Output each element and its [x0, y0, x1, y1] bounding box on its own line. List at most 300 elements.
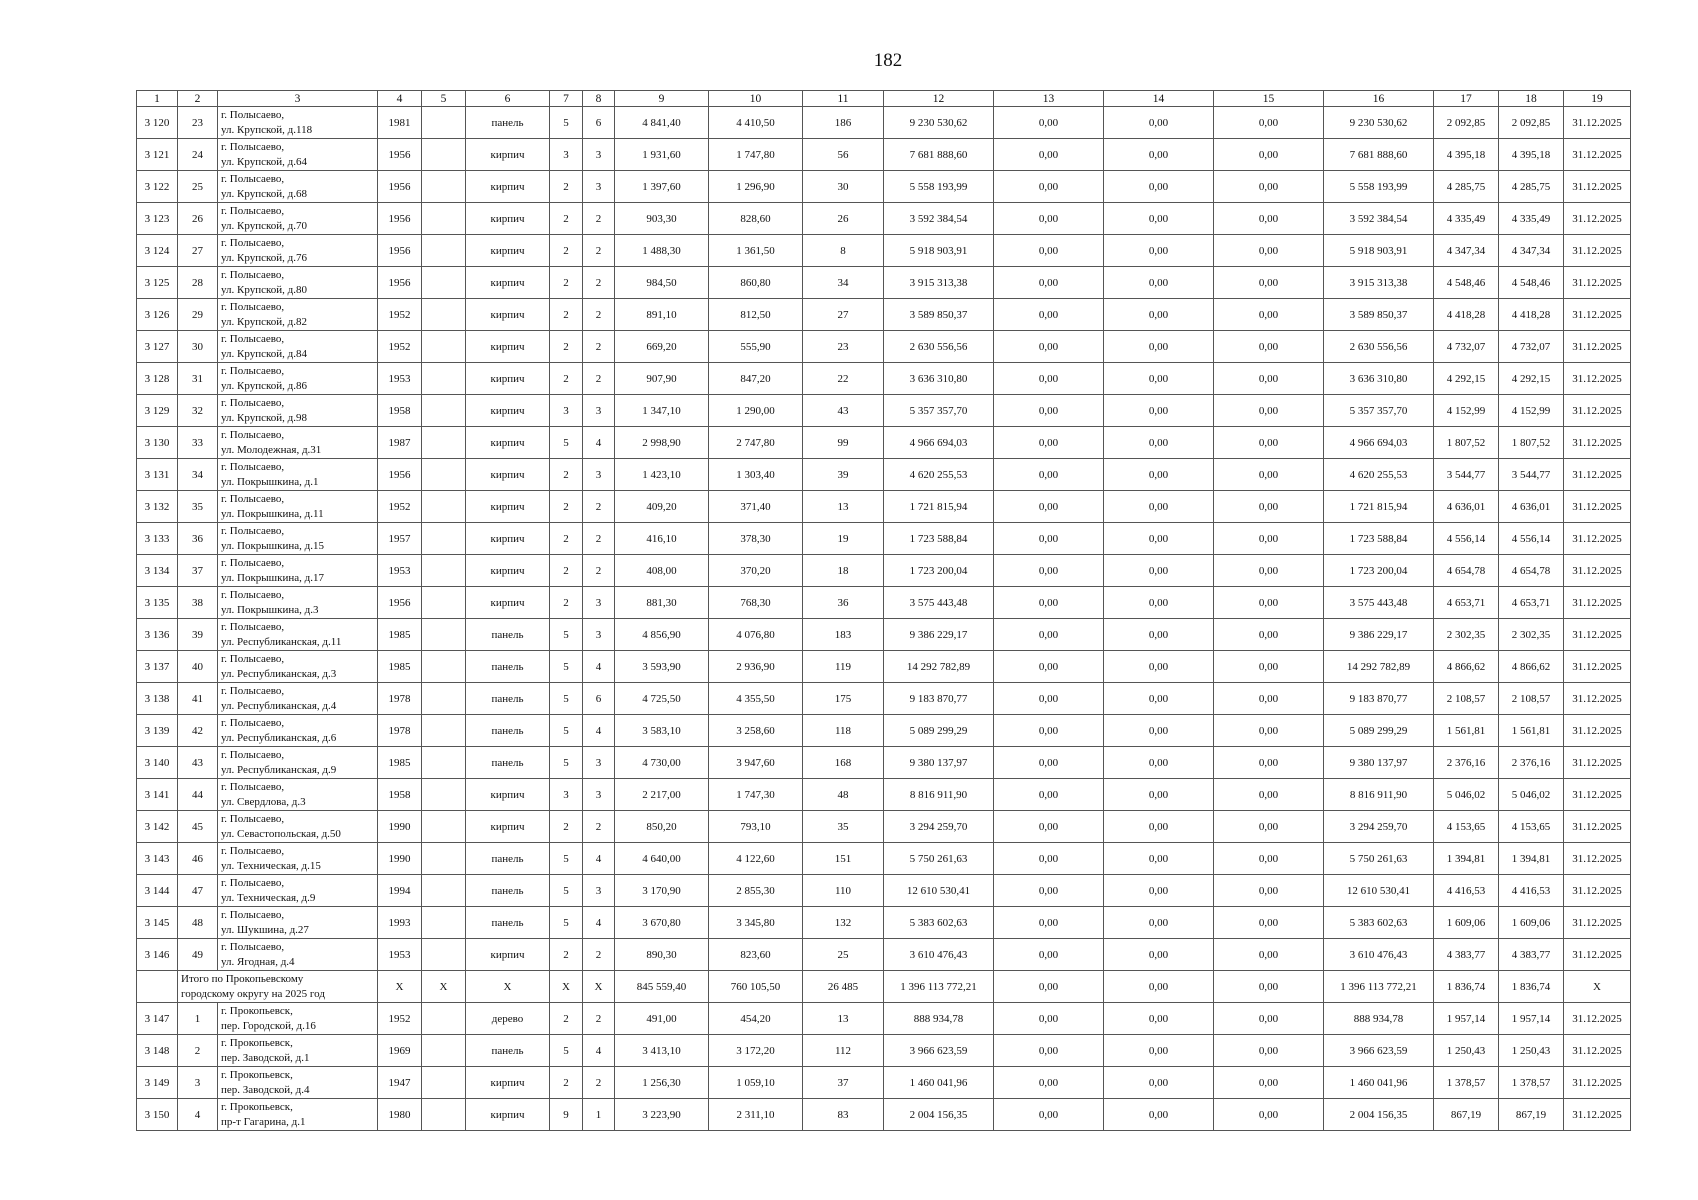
cell-col-4: 1985 [378, 651, 422, 683]
cell-col-13: 0,00 [994, 523, 1104, 555]
cell-item-number: 40 [178, 651, 218, 683]
cell-col-9: 1 397,60 [615, 171, 709, 203]
cell-col-17: 4 152,99 [1434, 395, 1499, 427]
cell-col-8: 6 [583, 683, 615, 715]
cell-row-number: 3 139 [137, 715, 178, 747]
cell-col-6: кирпич [466, 1099, 550, 1131]
cell-row-number: 3 147 [137, 1003, 178, 1035]
cell-item-number: 45 [178, 811, 218, 843]
cell-col-5 [422, 907, 466, 939]
cell-col-15: 0,00 [1214, 555, 1324, 587]
cell-col-11: 22 [803, 363, 884, 395]
cell-item-number: 1 [178, 1003, 218, 1035]
cell-col-12: 12 610 530,41 [884, 875, 994, 907]
cell-col-15: 0,00 [1214, 619, 1324, 651]
column-header-11: 11 [803, 91, 884, 107]
cell-col-7: 2 [550, 811, 583, 843]
cell-col-8: 3 [583, 139, 615, 171]
cell-col-6: кирпич [466, 395, 550, 427]
cell-col-16: 2 630 556,56 [1324, 331, 1434, 363]
cell-col-14: 0,00 [1104, 427, 1214, 459]
cell-col-9: 3 593,90 [615, 651, 709, 683]
cell-col-9: 2 998,90 [615, 427, 709, 459]
cell-col-19: 31.12.2025 [1564, 107, 1631, 139]
cell-col-17: 4 395,18 [1434, 139, 1499, 171]
address-city: г. Полысаево, [221, 620, 285, 633]
cell-col-5 [422, 843, 466, 875]
cell-col-16: 8 816 911,90 [1324, 779, 1434, 811]
cell-col-17: 4 383,77 [1434, 939, 1499, 971]
cell-col-6: панель [466, 747, 550, 779]
cell-col-16: 14 292 782,89 [1324, 651, 1434, 683]
cell-address [218, 555, 378, 587]
cell-col-9: 1 256,30 [615, 1067, 709, 1099]
total-col-19: X [1564, 971, 1631, 1003]
total-col-10: 760 105,50 [709, 971, 803, 1003]
cell-col-12: 5 918 903,91 [884, 235, 994, 267]
cell-address [218, 1003, 378, 1035]
cell-col-12: 2 630 556,56 [884, 331, 994, 363]
cell-address [218, 907, 378, 939]
cell-col-8: 2 [583, 235, 615, 267]
cell-row-number: 3 131 [137, 459, 178, 491]
table-row [137, 1003, 1631, 1035]
cell-col-18: 1 378,57 [1499, 1067, 1564, 1099]
cell-col-10: 2 311,10 [709, 1099, 803, 1131]
cell-col-19: 31.12.2025 [1564, 299, 1631, 331]
address-city: г. Полысаево, [221, 876, 285, 889]
cell-col-12: 5 558 193,99 [884, 171, 994, 203]
cell-col-12: 1 721 815,94 [884, 491, 994, 523]
cell-col-12: 9 230 530,62 [884, 107, 994, 139]
table-row [137, 907, 1631, 939]
cell-col-8: 4 [583, 715, 615, 747]
cell-col-19: 31.12.2025 [1564, 747, 1631, 779]
cell-col-6: кирпич [466, 267, 550, 299]
address-city: г. Полысаево, [221, 460, 285, 473]
cell-col-9: 1 488,30 [615, 235, 709, 267]
cell-col-17: 4 732,07 [1434, 331, 1499, 363]
cell-col-19: 31.12.2025 [1564, 651, 1631, 683]
cell-col-17: 2 302,35 [1434, 619, 1499, 651]
table-row [137, 267, 1631, 299]
cell-col-19: 31.12.2025 [1564, 491, 1631, 523]
cell-item-number: 33 [178, 427, 218, 459]
cell-address [218, 875, 378, 907]
cell-col-11: 118 [803, 715, 884, 747]
cell-col-9: 891,10 [615, 299, 709, 331]
cell-col-14: 0,00 [1104, 1067, 1214, 1099]
cell-address [218, 331, 378, 363]
cell-item-number: 46 [178, 843, 218, 875]
table-row [137, 139, 1631, 171]
column-header-14: 14 [1104, 91, 1214, 107]
cell-row-number: 3 126 [137, 299, 178, 331]
cell-col-4: 1953 [378, 939, 422, 971]
cell-col-5 [422, 395, 466, 427]
cell-col-10: 1 296,90 [709, 171, 803, 203]
cell-item-number: 27 [178, 235, 218, 267]
cell-col-4: 1969 [378, 1035, 422, 1067]
cell-col-8: 3 [583, 587, 615, 619]
column-header-1: 1 [137, 91, 178, 107]
cell-col-4: 1985 [378, 619, 422, 651]
address-city: г. Прокопьевск, [221, 1068, 293, 1081]
cell-col-16: 1 721 815,94 [1324, 491, 1434, 523]
cell-col-6: панель [466, 683, 550, 715]
cell-col-8: 2 [583, 811, 615, 843]
cell-address [218, 299, 378, 331]
cell-address [218, 1099, 378, 1131]
cell-row-number: 3 120 [137, 107, 178, 139]
cell-col-14: 0,00 [1104, 235, 1214, 267]
address-street: ул. Шукшина, д.27 [221, 923, 309, 936]
cell-col-14: 0,00 [1104, 523, 1214, 555]
cell-col-9: 1 931,60 [615, 139, 709, 171]
cell-col-8: 1 [583, 1099, 615, 1131]
cell-col-19: 31.12.2025 [1564, 715, 1631, 747]
cell-col-15: 0,00 [1214, 139, 1324, 171]
cell-col-6: кирпич [466, 1067, 550, 1099]
cell-row-number: 3 128 [137, 363, 178, 395]
cell-col-9: 1 347,10 [615, 395, 709, 427]
cell-col-4: 1978 [378, 715, 422, 747]
cell-col-17: 4 418,28 [1434, 299, 1499, 331]
cell-col-6: панель [466, 619, 550, 651]
total-label-line1: Итого по Прокопьевскому [181, 972, 304, 985]
cell-col-13: 0,00 [994, 811, 1104, 843]
cell-col-5 [422, 715, 466, 747]
cell-col-11: 43 [803, 395, 884, 427]
cell-col-4: 1952 [378, 1003, 422, 1035]
cell-col-7: 5 [550, 427, 583, 459]
cell-col-19: 31.12.2025 [1564, 907, 1631, 939]
cell-col-14: 0,00 [1104, 779, 1214, 811]
cell-col-13: 0,00 [994, 747, 1104, 779]
cell-col-13: 0,00 [994, 1099, 1104, 1131]
cell-col-17: 1 957,14 [1434, 1003, 1499, 1035]
cell-col-18: 5 046,02 [1499, 779, 1564, 811]
cell-col-17: 4 654,78 [1434, 555, 1499, 587]
cell-col-13: 0,00 [994, 139, 1104, 171]
cell-col-7: 2 [550, 939, 583, 971]
cell-col-13: 0,00 [994, 395, 1104, 427]
cell-address [218, 683, 378, 715]
table-row [137, 779, 1631, 811]
cell-col-7: 5 [550, 619, 583, 651]
cell-col-9: 491,00 [615, 1003, 709, 1035]
total-col-7: X [550, 971, 583, 1003]
table-row [137, 203, 1631, 235]
cell-col-16: 4 620 255,53 [1324, 459, 1434, 491]
cell-col-6: кирпич [466, 555, 550, 587]
cell-address [218, 491, 378, 523]
cell-col-9: 890,30 [615, 939, 709, 971]
cell-col-11: 34 [803, 267, 884, 299]
cell-col-7: 5 [550, 843, 583, 875]
cell-col-16: 7 681 888,60 [1324, 139, 1434, 171]
cell-col-5 [422, 1099, 466, 1131]
cell-col-11: 23 [803, 331, 884, 363]
cell-col-4: 1956 [378, 267, 422, 299]
cell-col-16: 1 460 041,96 [1324, 1067, 1434, 1099]
cell-col-19: 31.12.2025 [1564, 427, 1631, 459]
cell-col-19: 31.12.2025 [1564, 1035, 1631, 1067]
cell-col-18: 1 250,43 [1499, 1035, 1564, 1067]
cell-col-18: 4 292,15 [1499, 363, 1564, 395]
cell-col-14: 0,00 [1104, 1099, 1214, 1131]
cell-col-6: кирпич [466, 299, 550, 331]
cell-col-12: 9 386 229,17 [884, 619, 994, 651]
cell-col-14: 0,00 [1104, 299, 1214, 331]
cell-col-19: 31.12.2025 [1564, 459, 1631, 491]
cell-col-6: кирпич [466, 171, 550, 203]
cell-item-number: 41 [178, 683, 218, 715]
cell-col-7: 2 [550, 267, 583, 299]
cell-col-15: 0,00 [1214, 1067, 1324, 1099]
cell-col-11: 119 [803, 651, 884, 683]
cell-row-number: 3 134 [137, 555, 178, 587]
cell-col-7: 2 [550, 171, 583, 203]
cell-col-16: 5 383 602,63 [1324, 907, 1434, 939]
cell-col-18: 2 376,16 [1499, 747, 1564, 779]
cell-col-13: 0,00 [994, 907, 1104, 939]
cell-col-15: 0,00 [1214, 171, 1324, 203]
table-row [137, 331, 1631, 363]
column-header-5: 5 [422, 91, 466, 107]
column-header-13: 13 [994, 91, 1104, 107]
address-city: г. Полысаево, [221, 396, 285, 409]
cell-item-number: 39 [178, 619, 218, 651]
address-city: г. Полысаево, [221, 556, 285, 569]
table-row [137, 523, 1631, 555]
cell-col-14: 0,00 [1104, 683, 1214, 715]
cell-col-14: 0,00 [1104, 907, 1214, 939]
address-street: ул. Ягодная, д.4 [221, 955, 295, 968]
cell-col-12: 4 620 255,53 [884, 459, 994, 491]
table-row [137, 459, 1631, 491]
cell-col-4: 1958 [378, 395, 422, 427]
cell-col-8: 2 [583, 203, 615, 235]
cell-col-4: 1994 [378, 875, 422, 907]
address-city: г. Полысаево, [221, 524, 285, 537]
cell-row-number: 3 130 [137, 427, 178, 459]
cell-col-5 [422, 1003, 466, 1035]
address-street: ул. Крупской, д.82 [221, 315, 307, 328]
cell-col-6: панель [466, 107, 550, 139]
cell-col-10: 4 122,60 [709, 843, 803, 875]
cell-col-15: 0,00 [1214, 331, 1324, 363]
cell-col-11: 151 [803, 843, 884, 875]
page-number: 182 [873, 50, 903, 71]
cell-col-9: 4 640,00 [615, 843, 709, 875]
address-street: ул. Покрышкина, д.17 [221, 571, 325, 584]
cell-col-19: 31.12.2025 [1564, 843, 1631, 875]
cell-col-16: 9 380 137,97 [1324, 747, 1434, 779]
cell-address [218, 203, 378, 235]
table-row [137, 843, 1631, 875]
cell-col-7: 5 [550, 107, 583, 139]
cell-col-11: 186 [803, 107, 884, 139]
cell-col-11: 18 [803, 555, 884, 587]
cell-col-15: 0,00 [1214, 811, 1324, 843]
cell-col-16: 9 183 870,77 [1324, 683, 1434, 715]
cell-col-16: 5 089 299,29 [1324, 715, 1434, 747]
cell-col-13: 0,00 [994, 331, 1104, 363]
cell-item-number: 29 [178, 299, 218, 331]
table-row [137, 171, 1631, 203]
cell-col-15: 0,00 [1214, 1099, 1324, 1131]
cell-col-17: 4 653,71 [1434, 587, 1499, 619]
total-col-5: X [422, 971, 466, 1003]
cell-col-6: кирпич [466, 523, 550, 555]
cell-col-13: 0,00 [994, 299, 1104, 331]
column-header-7: 7 [550, 91, 583, 107]
address-street: пер. Заводской, д.1 [221, 1051, 310, 1064]
cell-col-13: 0,00 [994, 555, 1104, 587]
cell-col-4: 1985 [378, 747, 422, 779]
cell-col-13: 0,00 [994, 651, 1104, 683]
address-city: г. Полысаево, [221, 204, 285, 217]
cell-col-15: 0,00 [1214, 363, 1324, 395]
cell-col-12: 9 380 137,97 [884, 747, 994, 779]
table-row [137, 747, 1631, 779]
table-row [137, 395, 1631, 427]
cell-col-15: 0,00 [1214, 587, 1324, 619]
cell-col-10: 1 747,80 [709, 139, 803, 171]
cell-col-4: 1990 [378, 843, 422, 875]
total-col-14: 0,00 [1104, 971, 1214, 1003]
cell-col-10: 3 947,60 [709, 747, 803, 779]
cell-col-9: 2 217,00 [615, 779, 709, 811]
address-city: г. Полысаево, [221, 588, 285, 601]
cell-col-14: 0,00 [1104, 363, 1214, 395]
table-row [137, 235, 1631, 267]
cell-col-12: 3 636 310,80 [884, 363, 994, 395]
cell-col-9: 409,20 [615, 491, 709, 523]
cell-col-9: 4 730,00 [615, 747, 709, 779]
cell-col-4: 1981 [378, 107, 422, 139]
address-city: г. Полысаево, [221, 332, 285, 345]
total-col-6: X [466, 971, 550, 1003]
cell-col-5 [422, 107, 466, 139]
cell-col-19: 31.12.2025 [1564, 555, 1631, 587]
address-street: ул. Севастопольская, д.50 [221, 827, 341, 840]
cell-col-9: 408,00 [615, 555, 709, 587]
cell-col-10: 2 747,80 [709, 427, 803, 459]
cell-col-13: 0,00 [994, 427, 1104, 459]
cell-col-12: 3 575 443,48 [884, 587, 994, 619]
cell-col-14: 0,00 [1104, 203, 1214, 235]
cell-col-15: 0,00 [1214, 747, 1324, 779]
cell-row-number: 3 149 [137, 1067, 178, 1099]
cell-col-18: 3 544,77 [1499, 459, 1564, 491]
column-header-18: 18 [1499, 91, 1564, 107]
cell-col-9: 669,20 [615, 331, 709, 363]
cell-col-17: 4 347,34 [1434, 235, 1499, 267]
cell-col-11: 26 [803, 203, 884, 235]
cell-col-19: 31.12.2025 [1564, 875, 1631, 907]
cell-col-10: 3 172,20 [709, 1035, 803, 1067]
cell-col-6: дерево [466, 1003, 550, 1035]
cell-item-number: 38 [178, 587, 218, 619]
cell-col-11: 13 [803, 1003, 884, 1035]
cell-col-16: 9 386 229,17 [1324, 619, 1434, 651]
cell-address [218, 427, 378, 459]
cell-col-15: 0,00 [1214, 1003, 1324, 1035]
cell-col-18: 4 732,07 [1499, 331, 1564, 363]
column-header-15: 15 [1214, 91, 1324, 107]
cell-col-6: кирпич [466, 939, 550, 971]
address-city: г. Полысаево, [221, 844, 285, 857]
cell-col-16: 5 750 261,63 [1324, 843, 1434, 875]
cell-col-8: 2 [583, 267, 615, 299]
cell-row-number: 3 143 [137, 843, 178, 875]
cell-col-17: 4 866,62 [1434, 651, 1499, 683]
cell-address [218, 843, 378, 875]
cell-col-10: 4 410,50 [709, 107, 803, 139]
cell-col-16: 3 592 384,54 [1324, 203, 1434, 235]
column-header-19: 19 [1564, 91, 1631, 107]
cell-address [218, 619, 378, 651]
cell-col-9: 850,20 [615, 811, 709, 843]
cell-col-15: 0,00 [1214, 395, 1324, 427]
cell-col-11: 8 [803, 235, 884, 267]
table-row [137, 811, 1631, 843]
address-city: г. Прокопьевск, [221, 1036, 293, 1049]
cell-col-4: 1953 [378, 363, 422, 395]
cell-col-16: 3 575 443,48 [1324, 587, 1434, 619]
table-row [137, 715, 1631, 747]
column-header-8: 8 [583, 91, 615, 107]
column-header-4: 4 [378, 91, 422, 107]
cell-col-16: 3 966 623,59 [1324, 1035, 1434, 1067]
cell-col-15: 0,00 [1214, 267, 1324, 299]
cell-col-11: 25 [803, 939, 884, 971]
cell-col-4: 1956 [378, 203, 422, 235]
cell-col-10: 1 290,00 [709, 395, 803, 427]
cell-col-17: 1 561,81 [1434, 715, 1499, 747]
cell-col-18: 4 654,78 [1499, 555, 1564, 587]
cell-item-number: 37 [178, 555, 218, 587]
cell-col-7: 2 [550, 1003, 583, 1035]
cell-row-number: 3 122 [137, 171, 178, 203]
cell-col-16: 5 558 193,99 [1324, 171, 1434, 203]
cell-col-9: 3 170,90 [615, 875, 709, 907]
cell-col-18: 4 866,62 [1499, 651, 1564, 683]
cell-col-7: 2 [550, 331, 583, 363]
cell-col-14: 0,00 [1104, 715, 1214, 747]
cell-col-4: 1952 [378, 299, 422, 331]
cell-col-6: кирпич [466, 491, 550, 523]
table-row [137, 107, 1631, 139]
total-col-16: 1 396 113 772,21 [1324, 971, 1434, 1003]
address-city: г. Прокопьевск, [221, 1004, 293, 1017]
cell-col-9: 3 223,90 [615, 1099, 709, 1131]
address-city: г. Полысаево, [221, 748, 285, 761]
address-city: г. Полысаево, [221, 268, 285, 281]
cell-col-16: 1 723 588,84 [1324, 523, 1434, 555]
cell-col-6: панель [466, 907, 550, 939]
table-row [137, 363, 1631, 395]
cell-col-14: 0,00 [1104, 459, 1214, 491]
cell-col-10: 860,80 [709, 267, 803, 299]
cell-col-14: 0,00 [1104, 843, 1214, 875]
table-header [137, 91, 1631, 107]
cell-col-8: 3 [583, 395, 615, 427]
cell-row-number: 3 145 [137, 907, 178, 939]
cell-col-18: 1 807,52 [1499, 427, 1564, 459]
